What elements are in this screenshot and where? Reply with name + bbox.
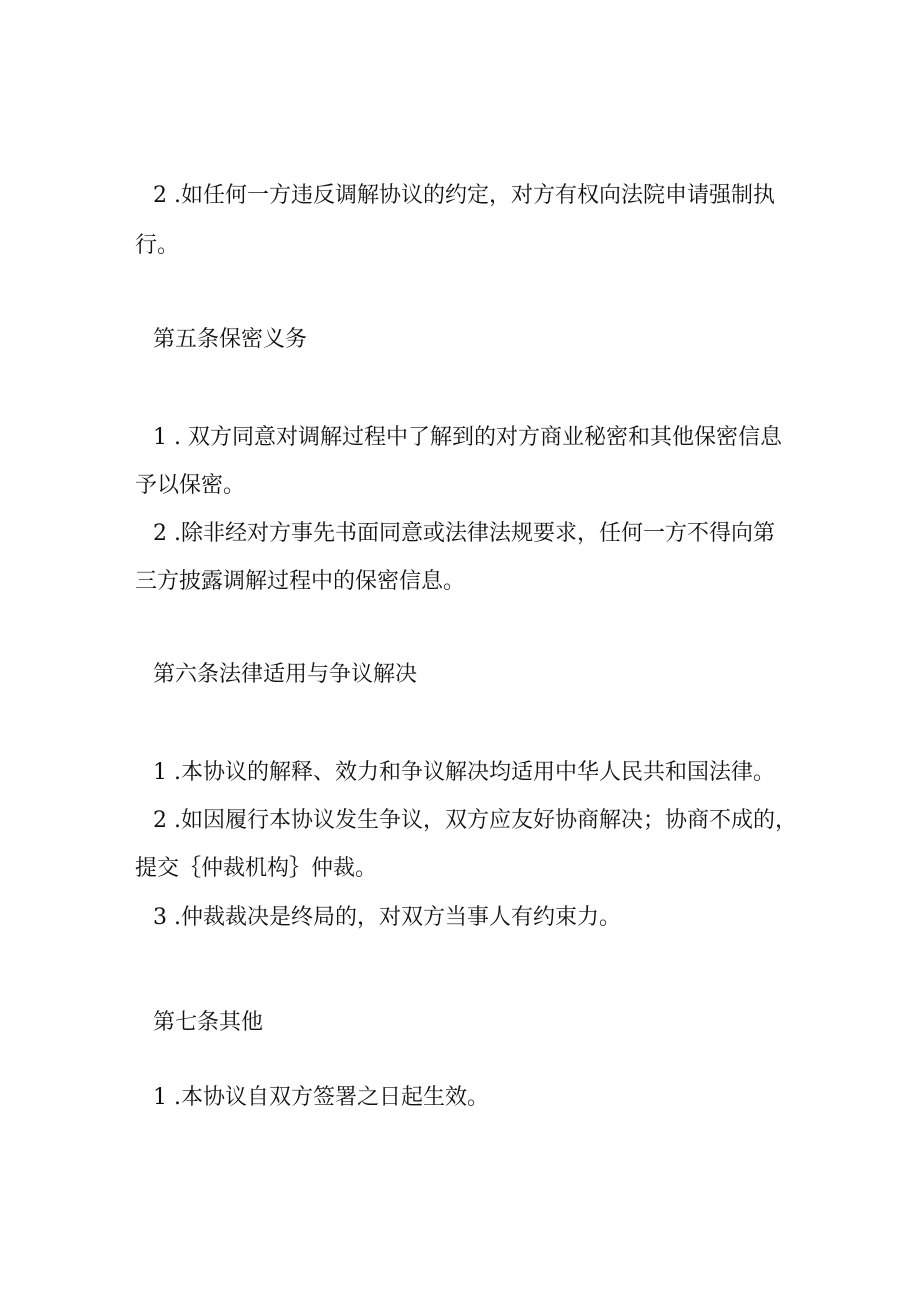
article6-item2-line2: 提交｛仲裁机构｝仲裁。 [135, 856, 378, 881]
article7-heading: 第七条其他 [153, 1010, 264, 1035]
article5-item2-line1: 2 .除非经对方事先书面同意或法律法规要求，任何一方不得向第 [153, 521, 775, 546]
article6-item2-line1: 2 .如因履行本协议发生争议，双方应友好协商解决；协商不成的， [153, 808, 797, 833]
article5-item2-line2: 三方披露调解过程中的保密信息。 [135, 569, 466, 594]
article6-heading: 第六条法律适用与争议解决 [153, 662, 418, 687]
article6-item1: 1 .本协议的解释、效力和争议解决均适用中华人民共和国法律。 [153, 760, 775, 785]
article7-item1: 1 .本协议自双方签署之日起生效。 [153, 1085, 489, 1110]
article4-item2-line1: 2 .如任何一方违反调解协议的约定，对方有权向法院申请强制执 [153, 183, 775, 208]
article5-heading: 第五条保密义务 [153, 327, 308, 352]
article6-item3: 3 .仲裁裁决是终局的，对双方当事人有约束力。 [153, 905, 621, 930]
article4-item2-line2: 行。 [135, 233, 180, 258]
article5-item1-line1: 1 . 双方同意对调解过程中了解到的对方商业秘密和其他保密信息 [153, 425, 782, 450]
article5-item1-line2: 予以保密。 [135, 473, 246, 498]
